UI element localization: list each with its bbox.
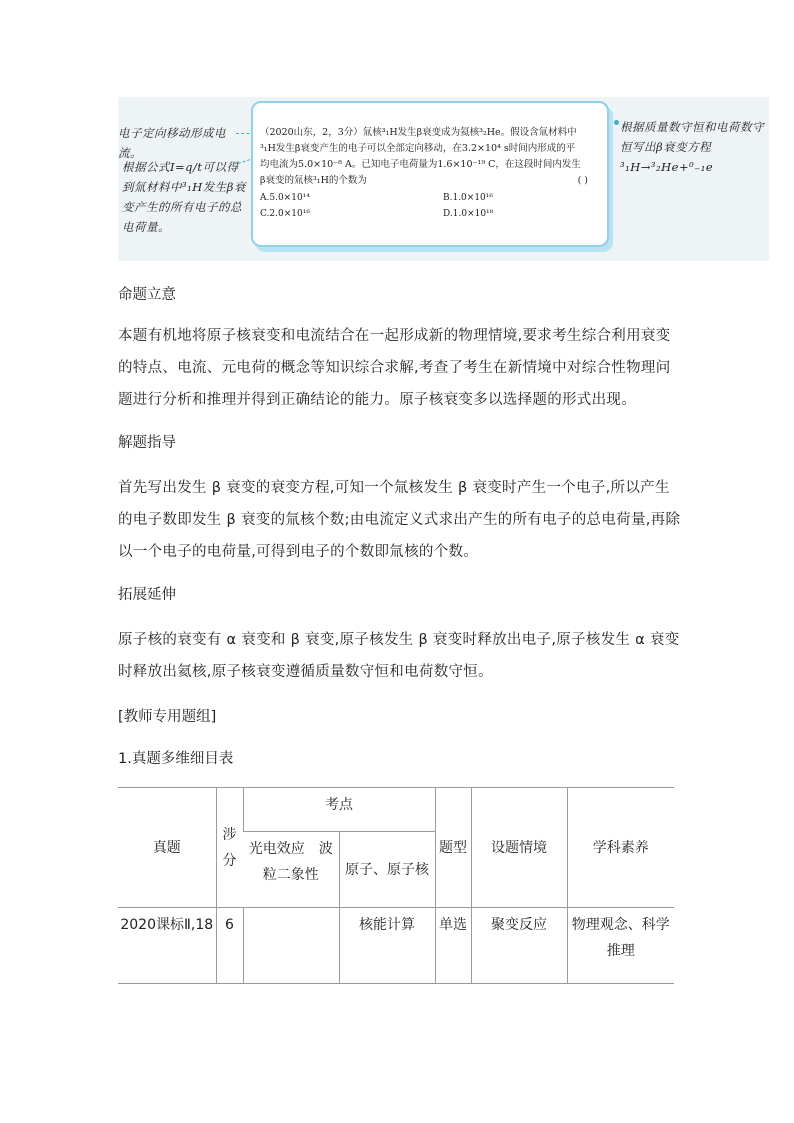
option-c: C.2.0×10¹⁶ <box>260 209 310 219</box>
question-line: 均电流为5.0×10⁻⁸ A。已知电子电荷量为1.6×10⁻¹⁹ C，在这段时间内发生 <box>260 159 581 170</box>
question-line: （2020山东，2，3分）氚核³₁H发生β衰变成为氦核³₂He。假设含氚材料中 <box>260 127 577 138</box>
question-line: ³₁H发生β衰变产生的电子可以全部定向移动，在3.2×10⁴ s时间内形成的平 <box>260 143 576 154</box>
extend-body: 原子核的衰变有 α 衰变和 β 衰变,原子核发生 β 衰变时释放出电子,原子核发生 α 衰变时释放出氦核,原子核衰变遵循质量数守恒和电荷数守恒。 <box>118 632 680 680</box>
question-text <box>260 125 600 222</box>
intent-heading: 命题立意 <box>118 287 176 303</box>
cell-sub2: 核能计算 <box>339 908 435 984</box>
header-score: 涉分 <box>216 788 243 908</box>
header-points: 考点 <box>243 788 435 832</box>
teacher-label: [教师专用题组] <box>118 709 217 725</box>
header-type: 题型 <box>435 788 471 908</box>
detail-table <box>118 787 674 984</box>
table-title: 1.真题多维细目表 <box>118 751 234 767</box>
connector-dot-right <box>614 120 619 125</box>
cell-score: 6 <box>216 908 243 984</box>
option-a: A.5.0×10¹⁴ <box>260 193 310 203</box>
annotation-decay-equation: 根据质量数守恒和电荷数守恒写出β衰变方程 ³₁H→³₂He+⁰₋₁e <box>620 120 764 174</box>
question-last-text: β衰变的氚核³₁H的个数为 <box>260 175 367 186</box>
cell-type: 单选 <box>435 908 471 984</box>
header-sub-nucleus: 原子、原子核 <box>339 832 435 908</box>
cell-context: 聚变反应 <box>471 908 567 984</box>
cell-sub1 <box>243 908 339 984</box>
answer-options <box>260 190 600 222</box>
extend-heading: 拓展延伸 <box>118 587 176 603</box>
header-question: 真题 <box>118 788 216 908</box>
guide-heading: 解题指导 <box>118 435 176 451</box>
header-sub-photoelectric: 光电效应 波粒二象性 <box>243 832 339 908</box>
cell-question: 2020课标Ⅱ,18 <box>118 908 216 984</box>
annotation-charge-formula: 根据公式I=q/t可以得到氚材料中³₁H发生β衰变产生的所有电子的总电荷量。 <box>122 160 246 234</box>
header-literacy: 学科素养 <box>567 788 674 908</box>
question-figure <box>118 97 769 261</box>
option-d: D.1.0×10¹⁸ <box>443 209 494 219</box>
question-box <box>251 101 609 247</box>
guide-body: 首先写出发生 β 衰变的衰变方程,可知一个氚核发生 β 衰变时产生一个电子,所以产生的电子数即发生 β 衰变的氚核个数;由电流定义式求出产生的所有电子的总电荷量,再除以一个电子的电荷量,可得到电子的个数即氚核的个数。 <box>118 480 681 560</box>
question-line <box>260 173 600 189</box>
answer-bracket: ( ) <box>577 175 588 186</box>
header-context: 设题情境 <box>471 788 567 908</box>
cell-literacy: 物理观念、科学推理 <box>567 908 674 984</box>
intent-body: 本题有机地将原子核衰变和电流结合在一起形成新的物理情境,要求考生综合利用衰变的特点、电流、元电荷的概念等知识综合求解,考查了考生在新情境中对综合性物理问题进行分析和推理并得到正确结论的能力。原子核衰变多以选择题的形式出现。 <box>118 328 671 408</box>
option-b: B.1.0×10¹⁶ <box>443 193 493 203</box>
annotation-current: 电子定向移动形成电流。 <box>118 126 226 160</box>
